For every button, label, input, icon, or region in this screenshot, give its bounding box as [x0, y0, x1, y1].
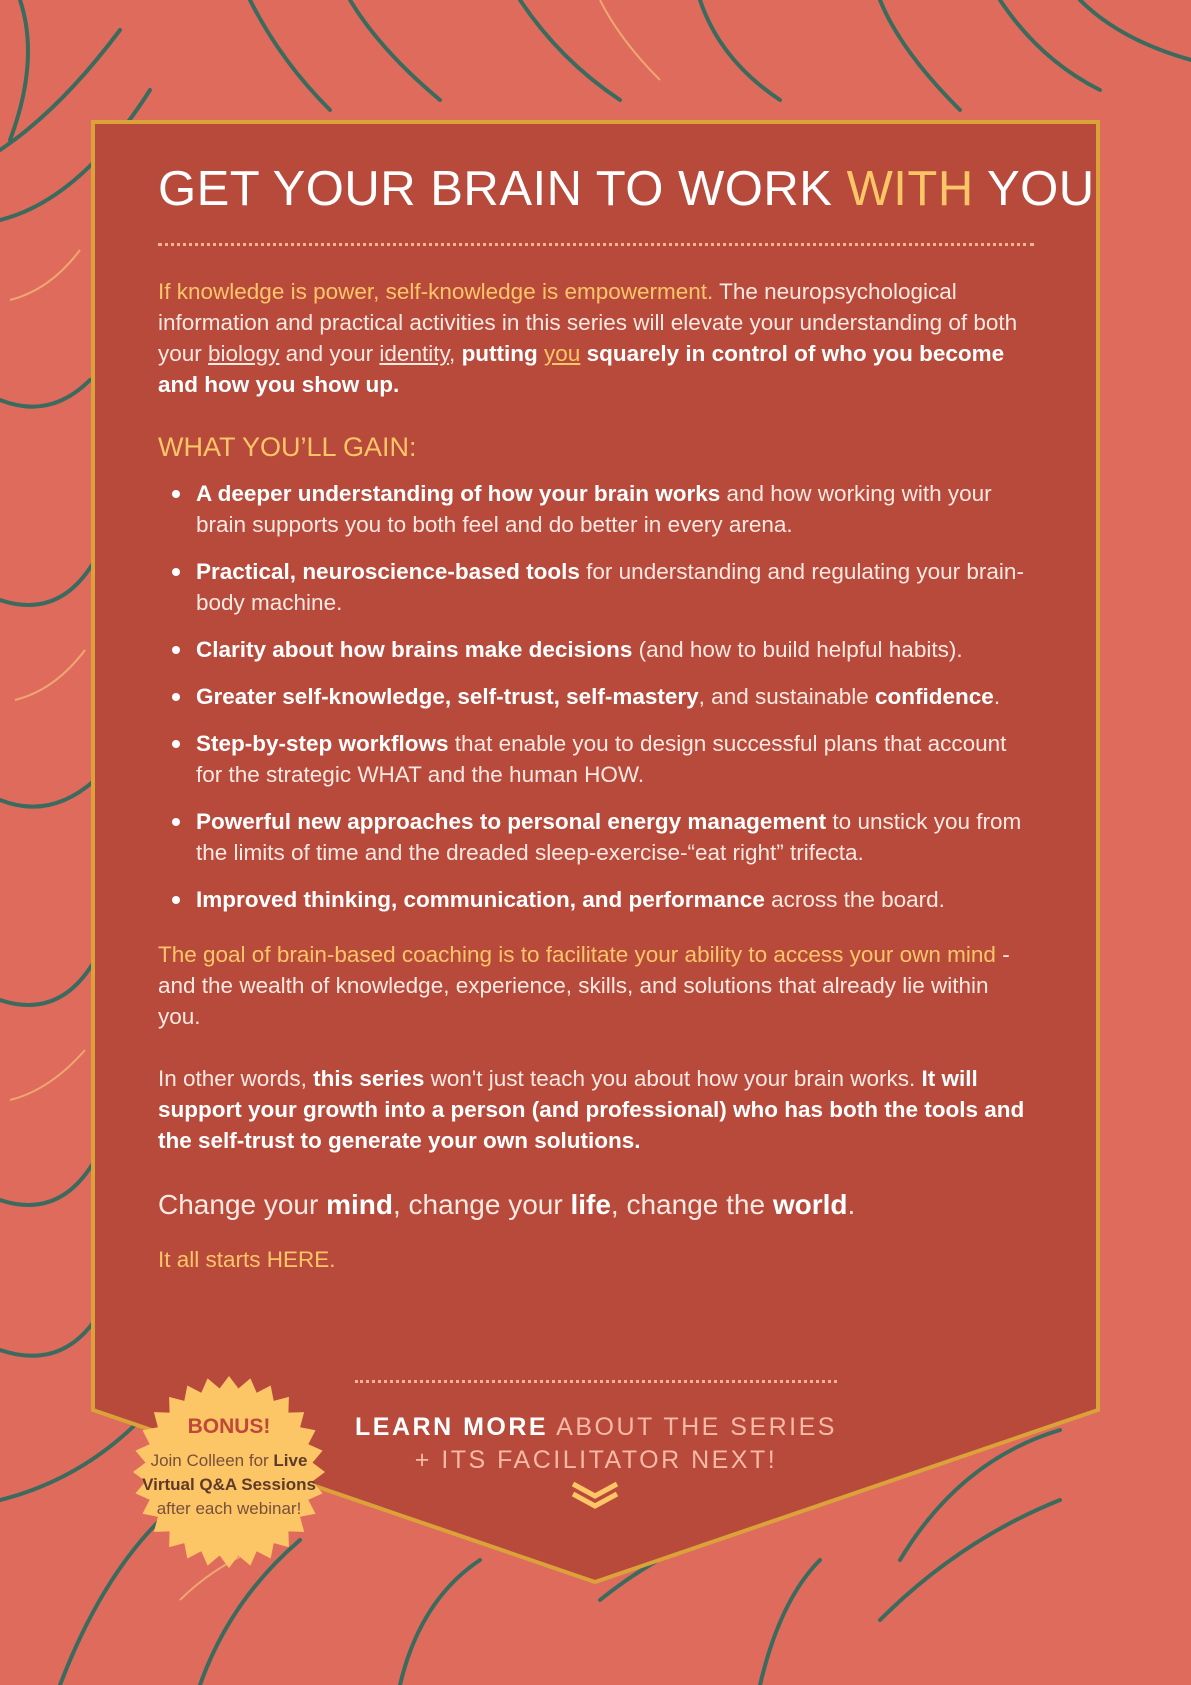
list-item: A deeper understanding of how your brain works and how working with your brain supports you to both feel and do better in every arena. — [196, 478, 1034, 540]
list-item: Clarity about how brains make decisions (and how to build helpful habits). — [196, 634, 1034, 665]
list-item: Step-by-step workflows that enable you to design successful plans that account for the strategic WHAT and the human HOW. — [196, 728, 1034, 790]
list-item: Powerful new approaches to personal energy management to unstick you from the limits of time and the dreaded sleep-exercise-“eat right” trifecta. — [196, 806, 1034, 868]
double-chevron-down-icon[interactable] — [570, 1480, 620, 1510]
bullet-icon — [172, 740, 180, 748]
bullet-icon — [172, 568, 180, 576]
bullet-icon — [172, 490, 180, 498]
bonus-badge: BONUS! Join Colleen for Live Virtual Q&A Sessions after each webinar! — [138, 1415, 320, 1521]
dotted-divider — [158, 243, 1034, 246]
other-words-paragraph: In other words, this series won't just teach you about how your brain works. It will support your growth into a person (and professional) who has both the tools and the self-trust to generate your own solutions. — [158, 1066, 1025, 1153]
starts-here-text: It all starts HERE. — [158, 1247, 336, 1272]
cta-line-1: LEARN MORE ABOUT THE SERIES — [355, 1413, 837, 1441]
page-title: GET YOUR BRAIN TO WORK WITH YOU — [158, 162, 1095, 216]
bullet-icon — [172, 896, 180, 904]
goal-paragraph: The goal of brain-based coaching is to facilitate your ability to access your own mind - and the wealth of knowledge, experience, skills, and solutions that already lie within you. — [158, 942, 1010, 1029]
list-item: Greater self-knowledge, self-trust, self-mastery, and sustainable confidence. — [196, 681, 1034, 712]
list-item: Improved thinking, communication, and performance across the board. — [196, 884, 1034, 915]
main-content — [158, 155, 1095, 1275]
gain-list — [158, 478, 1034, 915]
cta-line-2: + ITS FACILITATOR NEXT! — [414, 1446, 778, 1474]
bullet-icon — [172, 646, 180, 654]
bullet-icon — [172, 818, 180, 826]
gain-heading: WHAT YOU’LL GAIN: — [158, 432, 417, 462]
bullet-icon — [172, 693, 180, 701]
change-tagline: Change your mind, change your life, change the world. — [158, 1189, 856, 1220]
list-item: Practical, neuroscience-based tools for understanding and regulating your brain-body machine. — [196, 556, 1034, 618]
learn-more-cta[interactable] — [355, 1380, 837, 1477]
cta-dotted-divider — [355, 1380, 837, 1383]
bonus-label: BONUS! — [187, 1415, 271, 1438]
intro-paragraph: If knowledge is power, self-knowledge is empowerment. The neuropsychological information and practical activities in this series will elevate your understanding of both your biology and your identity, putting you squarely in control of who you become and how you show up. — [158, 279, 1018, 397]
